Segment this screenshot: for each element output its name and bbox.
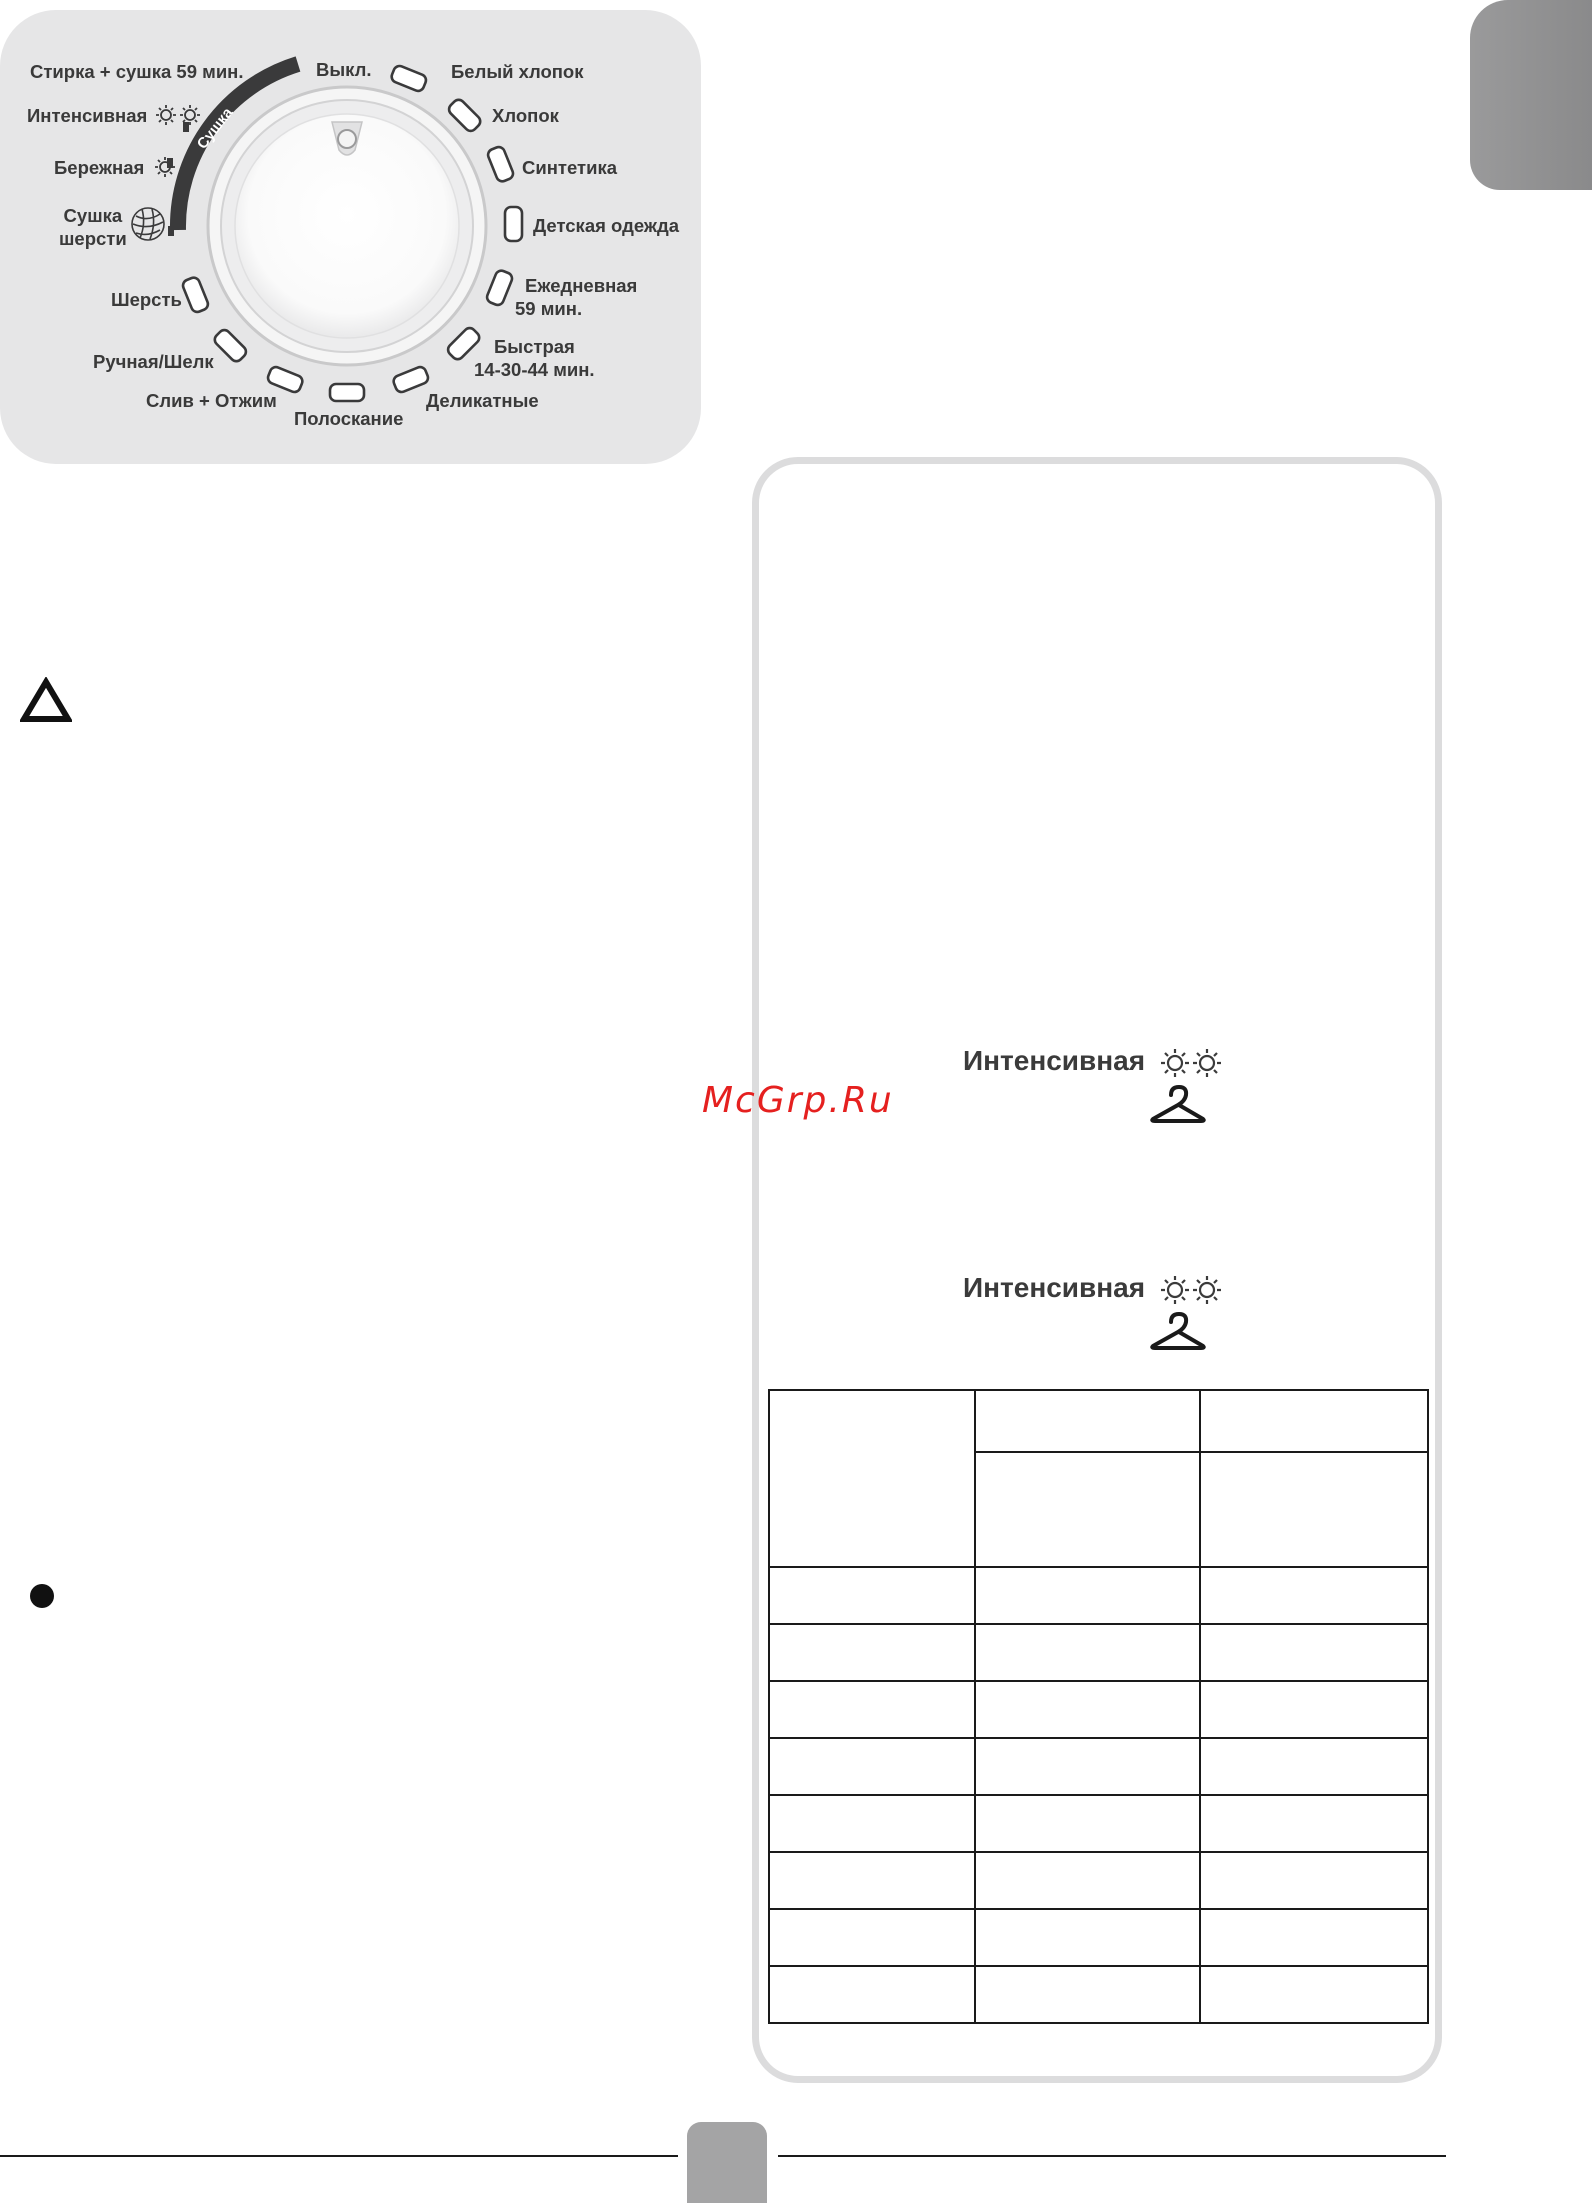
program-label-drain-spin: Слив + Отжим <box>146 390 277 411</box>
program-label-rinse: Полоскание <box>294 408 404 429</box>
program-ref-intensive-2 <box>963 1272 1223 1307</box>
position-indicator <box>390 64 428 92</box>
program-label-cotton: Хлопок <box>492 105 559 126</box>
footer-rule-right <box>778 2155 1446 2157</box>
position-indicator <box>330 384 364 401</box>
program-label-delicates: Деликатные <box>426 390 539 411</box>
dial-pointer-dot <box>338 130 356 148</box>
program-label-daily-line1: Ежедневная <box>525 275 638 296</box>
footer-rule-left <box>0 2155 678 2157</box>
table-row <box>769 1795 1428 1852</box>
program-label-quick <box>474 335 595 381</box>
table-cell <box>1200 1681 1428 1738</box>
program-ref-label: Интенсивная <box>963 1272 1146 1303</box>
table-cell <box>769 1624 975 1681</box>
table-cell <box>769 1738 975 1795</box>
program-data-table <box>768 1389 1429 2024</box>
table-cell <box>975 1624 1200 1681</box>
position-indicator <box>212 328 248 364</box>
table-cell <box>769 1681 975 1738</box>
sun-icon <box>180 105 200 125</box>
table-row <box>769 1909 1428 1966</box>
table-cell <box>1200 1738 1428 1795</box>
program-dial-panel <box>0 10 701 464</box>
table-cell <box>1200 1909 1428 1966</box>
table-header-cell <box>769 1390 975 1567</box>
table-cell <box>975 1966 1200 2023</box>
program-label-intensive: Интенсивная <box>27 105 148 126</box>
program-label-daily-line2: 59 мин. <box>515 298 583 319</box>
table-row <box>769 1681 1428 1738</box>
position-indicator <box>181 276 209 314</box>
table-header-cell <box>975 1452 1200 1567</box>
sun-icon <box>156 105 176 125</box>
program-label-quick-line1: Быстрая <box>494 336 575 357</box>
page-number-tab <box>687 2122 767 2203</box>
arc-tick <box>183 122 189 132</box>
sun-icon <box>155 157 175 177</box>
hanger-icon <box>1149 1085 1207 1125</box>
table-cell <box>975 1738 1200 1795</box>
table-cell <box>769 1909 975 1966</box>
table-cell <box>769 1567 975 1624</box>
program-label-gentle: Бережная <box>54 157 145 178</box>
table-cell <box>975 1909 1200 1966</box>
program-label-quick-line2: 14-30-44 мин. <box>474 359 595 380</box>
program-label-wool: Шерсть <box>111 289 182 310</box>
watermark: McGrp.Ru <box>702 1080 894 1121</box>
program-label-white-cotton: Белый хлопок <box>451 61 584 82</box>
table-row <box>769 1966 1428 2023</box>
table-cell <box>769 1852 975 1909</box>
program-label-synthetics: Синтетика <box>522 157 617 178</box>
bullet-dot-icon <box>30 1584 54 1608</box>
position-indicator <box>392 365 430 393</box>
warning-icon <box>20 677 72 723</box>
program-label-baby-clothes: Детская одежда <box>533 215 680 236</box>
table-cell <box>1200 1795 1428 1852</box>
arc-tick <box>168 226 174 236</box>
table-row <box>769 1567 1428 1624</box>
table-cell <box>1200 1624 1428 1681</box>
table-header-cell <box>975 1390 1200 1452</box>
program-ref-intensive-1 <box>963 1045 1223 1080</box>
hanger-icon <box>1149 1312 1207 1352</box>
drying-arc-label: Сушка <box>193 104 237 153</box>
program-label-off: Выкл. <box>316 59 372 80</box>
position-indicator <box>447 97 483 133</box>
position-indicator <box>505 207 522 241</box>
table-cell <box>975 1852 1200 1909</box>
table-header-row <box>769 1390 1428 1452</box>
table-cell <box>975 1567 1200 1624</box>
program-label-wool-dry <box>59 204 127 250</box>
table-cell <box>1200 1852 1428 1909</box>
table-cell <box>975 1681 1200 1738</box>
program-label-daily <box>515 274 638 320</box>
corner-section-tab <box>1470 0 1592 190</box>
table-cell <box>769 1795 975 1852</box>
program-label-wool-dry-line2: шерсти <box>59 228 127 249</box>
table-header-cell <box>1200 1452 1428 1567</box>
position-indicator <box>485 269 513 307</box>
wool-icon <box>132 208 164 240</box>
program-label-hand-silk: Ручная/Шелк <box>93 351 214 372</box>
program-label-wash-dry-59: Стирка + сушка 59 мин. <box>30 61 244 82</box>
table-cell <box>1200 1966 1428 2023</box>
table-cell <box>1200 1567 1428 1624</box>
table-cell <box>769 1966 975 2023</box>
program-ref-label: Интенсивная <box>963 1045 1146 1076</box>
table-row <box>769 1852 1428 1909</box>
table-row <box>769 1624 1428 1681</box>
program-label-wool-dry-line1: Сушка <box>63 205 123 226</box>
double-sun-icon <box>1159 1046 1223 1080</box>
table-header-cell <box>1200 1390 1428 1452</box>
double-sun-icon <box>1159 1273 1223 1307</box>
position-indicator <box>486 145 514 183</box>
table-row <box>769 1738 1428 1795</box>
table-cell <box>975 1795 1200 1852</box>
